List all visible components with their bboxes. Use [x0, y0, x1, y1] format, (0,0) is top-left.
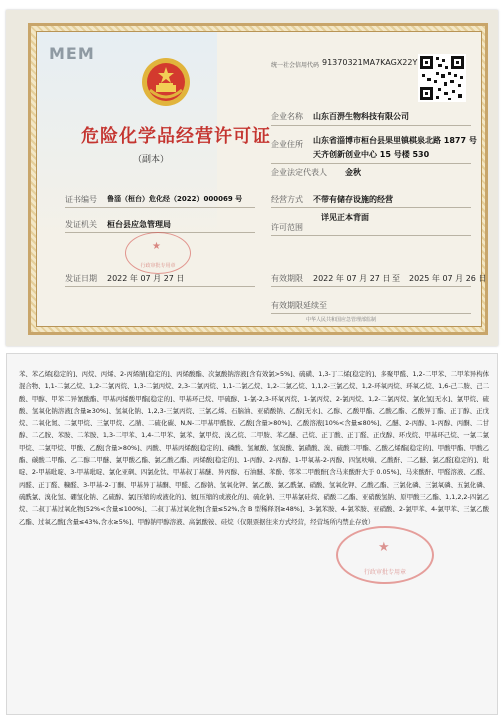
- company-name: 山东百淠生物科技有限公司: [313, 112, 409, 121]
- official-seal: ★ 行政审批专用章: [125, 232, 191, 274]
- issuer: 桓台县应急管理局: [107, 220, 171, 229]
- company-name-label: 企业名称: [271, 112, 303, 121]
- divider: [271, 125, 471, 126]
- qr-code-icon: [418, 54, 466, 102]
- copy-label: （副本）: [132, 155, 169, 165]
- business-scope-text: 苯、苯乙烯[稳定的]、丙烷、丙烯、2-丙烯腈[稳定的]、丙烯酸酯、次氯酸钠溶液[含有效氯>5%]、硫磺、1,3-丁二烯[稳定的]、多聚甲醛、1,2-二甲苯、二甲苯异构体混合物、1,1-二氯乙烷、1,2-二氯丙烷、1,3-二氯丙烷、2,3-二氯丙烷、1,1-二氯乙烷、1,2-二氯乙烷、1,1,2-三氯乙烷、1,2-环氧丙烷、环氧乙烷、1,6-己二胺、己二酸、甲醇、甲苯二异氰酸酯、甲基丙烯酸甲酯[稳定的]、甲基环己烷、甲硫醇、1-氯-2,3-环氧丙烷、1-氯丙烷、2-氯丙烷、1,2-二氯丙烷、氯化氢[无水]、氯甲烷、硫酸、氢氧化钠溶液[含量≥30%]、氢氧化钠、1,2,3-三氯丙烷、三氯乙烯、石脑油、亚硝酸钠、乙醇[无水]、乙醇、乙酸甲酯、乙酸乙酯、乙酸异丁酯、正丁醇、正戊烷、二氧化氮、二氯甲烷、三氯甲烷、乙腈、二硫化碳、N,N-二甲基甲酰胺、乙酸[含量>80%]、乙酸溶液[10%<含量≤80%]、乙醚、2-丙醇、1-丙醇、丙酮、二甘醇、二乙胺、苯胺、二苯胺、1,3-二甲苯、1,4-二甲苯、氯苯、氯甲烷、溴乙烷、二甲胺、苯乙醚、己烷、正丁酸、正丁醛、正戊醇、环戊烷、甲基环己烷、一氯二氯甲烷、二氯甲烷、甲酸、乙酸[含量>80%]、丙酸、甲基丙烯酸[稳定的]、磷酸、氢氟酸、氢溴酸、氯磺酸、溴、硫酸二甲酯、乙酸乙烯酯[稳定的]、甲酸甲酯、甲酸乙酯、碳酸二甲酯、乙二醇二甲醚、氯甲酸乙酯、氯乙酸乙酯、丙烯酸[稳定的]、1-丙醇、2-丙醇、1-甲氧基-2-丙醇、四氢呋喃、乙酸酐、二乙醚、氯乙醛[稳定的]、吡啶、2-甲基吡啶、3-甲基吡啶、氯化亚砜、四氯化钛、甲基叔丁基醚、异丙醇、石油醚、苯酚、邻苯二甲酸酐[含马来酸酐大于 0.05%]、马来酸酐、甲醛溶液、乙醛、丙醛、正丁醛、糠醛、3-甲基-2-丁酮、甲基异丁基酮、甲醛、乙醇钠、氢氧化钾、氯乙酸、氯乙酰氯、硝酸、氢氧化钾、乙酸乙酯、三氯化磷、三氯氧磷、五氯化磷、硫酰氯、溴化氢、硼氢化钠、乙硫醇、氯[压缩的或液化的]、氨[压缩的或液化的]、硫化钠、三甲基氯硅烷、硝酸二乙酯、亚硝酸氢钠、原甲酸三乙酯、1,1,2,2-四氯乙烷、二叔丁基过氧化物[52%<含量≤100%]、二叔丁基过氧化物[含量≤52%,含 B 型稀释剂≥48%]、3-氯苯胺、4-氯苯胺、亚硝酸、2-氯甲苯、4-氯甲苯、三氯乙酸乙酯、过氧乙酸[含量≤43%,含水≥5%]、甲醇钠甲醇溶液、高氯酸铵、硅烷（仅限票据往来方式经营，经营场所内禁止存放）: [19, 370, 489, 526]
- divider: [271, 235, 471, 236]
- address-line-1: 山东省淄博市桓台县果里镇棋泉北路 1877 号: [313, 136, 477, 145]
- cert-no-label: 证书编号: [65, 195, 97, 204]
- issue-date-label: 发证日期: [65, 274, 97, 283]
- issuer-label: 发证机关: [65, 220, 97, 229]
- validity-to: 2025 年 07 月 26 日: [409, 274, 487, 283]
- mode-label: 经营方式: [271, 195, 303, 204]
- official-seal: ★ 行政审批专用章: [336, 526, 434, 584]
- credit-code: 91370321MA7KAGX22Y: [322, 58, 418, 67]
- legal-rep: 金秋: [345, 168, 361, 177]
- certificate-title: 危险化学品经营许可证: [81, 126, 271, 147]
- validity-to-separator: 至: [392, 274, 400, 283]
- validity-from: 2022 年 07 月 27 日: [313, 274, 391, 283]
- issue-date: 2022 年 07 月 27 日: [107, 274, 185, 283]
- divider: [271, 207, 471, 208]
- address-line-2: 天齐创新创业中心 15 号楼 530: [313, 150, 430, 159]
- credit-code-label: 统一社会信用代码: [271, 62, 320, 69]
- mode: 不带有储存设施的经营: [313, 195, 393, 204]
- validity-until-label: 有效期限延续至: [271, 301, 327, 310]
- divider: [271, 163, 471, 164]
- certificate-copy-page: [6, 10, 498, 346]
- scope-label: 许可范围: [271, 223, 303, 232]
- validity-label: 有效期限: [271, 274, 303, 283]
- scope-value: 详见正本背面: [321, 213, 369, 222]
- divider: [65, 207, 255, 208]
- national-emblem-icon: [140, 56, 192, 108]
- divider: [271, 286, 471, 287]
- footer-note: 中华人民共和国应急管理部监制: [306, 317, 377, 323]
- legal-rep-label: 企业法定代表人: [271, 168, 327, 177]
- mem-mark: MEM: [49, 44, 95, 63]
- business-scope-page: [6, 353, 498, 715]
- cert-no: 鲁淄（桓台）危化经（2022）000069 号: [107, 195, 243, 203]
- certificate-body: [36, 31, 487, 327]
- divider: [65, 286, 255, 287]
- address-label: 企业住所: [271, 140, 303, 149]
- divider: [271, 313, 471, 314]
